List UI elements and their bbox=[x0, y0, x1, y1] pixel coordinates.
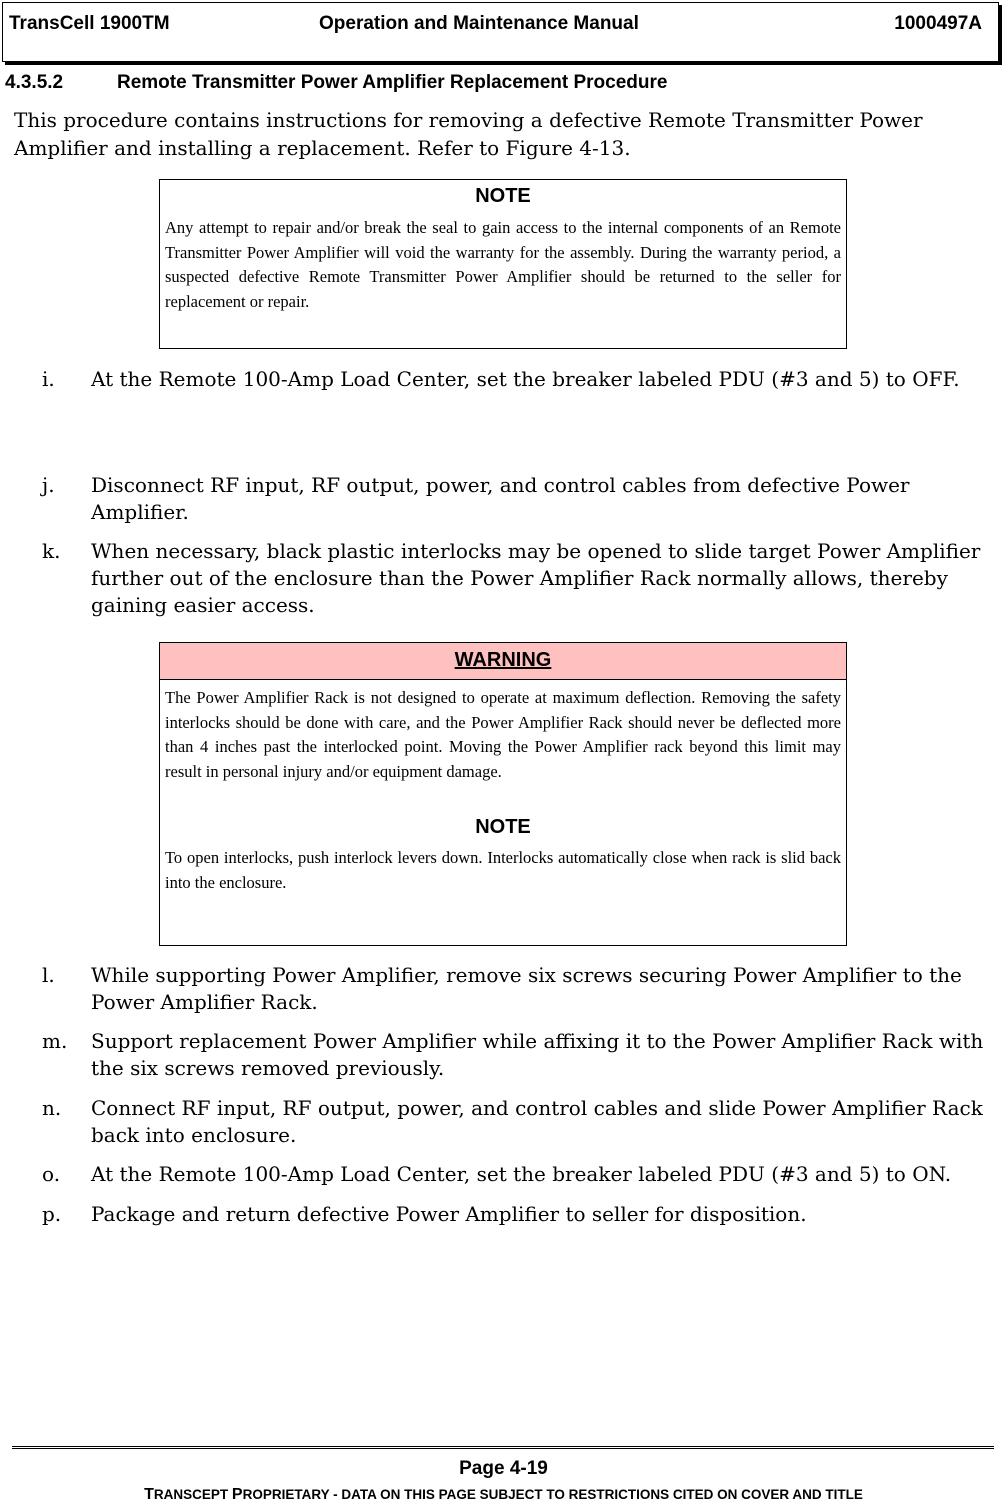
step-letter: l. bbox=[42, 963, 55, 987]
step-letter: k. bbox=[42, 539, 61, 563]
interlock-note-text: To open interlocks, push interlock levers down. Interlocks automatically close when rack is slid back into the enclosure. bbox=[165, 848, 841, 892]
warning-box bbox=[159, 642, 847, 946]
step-n bbox=[42, 1095, 992, 1149]
footer-divider bbox=[12, 1446, 994, 1449]
step-m bbox=[42, 1028, 992, 1082]
step-letter: n. bbox=[42, 1096, 62, 1120]
step-text: While supporting Power Amplifier, remove six screws securing Power Amplifier to the Power Amplifier Rack. bbox=[91, 963, 962, 1014]
step-text: Support replacement Power Amplifier while affixing it to the Power Amplifier Rack with the six screws removed previously. bbox=[91, 1029, 984, 1080]
step-text: At the Remote 100-Amp Load Center, set the breaker labeled PDU (#3 and 5) to OFF. bbox=[91, 367, 960, 391]
header-product: TransCell 1900TM bbox=[9, 13, 170, 34]
intro-paragraph: This procedure contains instructions for removing a defective Remote Transmitter Power Amplifier and installing a replacement. Refer to Figure 4-13. bbox=[14, 108, 923, 160]
step-letter: j. bbox=[42, 473, 55, 497]
step-l bbox=[42, 962, 992, 1016]
warning-title: WARNING bbox=[160, 643, 846, 680]
step-o bbox=[42, 1161, 992, 1188]
prop-initial-t: T bbox=[144, 1486, 154, 1503]
step-letter: o. bbox=[42, 1162, 61, 1186]
step-text: At the Remote 100-Amp Load Center, set the breaker labeled PDU (#3 and 5) to ON. bbox=[91, 1162, 952, 1186]
interlock-note-title: NOTE bbox=[475, 816, 531, 838]
section-number: 4.3.5.2 bbox=[5, 72, 64, 93]
step-text: Package and return defective Power Amplifier to seller for disposition. bbox=[91, 1202, 807, 1226]
step-text: When necessary, black plastic interlocks may be opened to slide target Power Amplifier further out of the enclosure than the Power Amplifier Rack normally allows, thereby gaining easier access. bbox=[91, 539, 981, 617]
step-text: Disconnect RF input, RF output, power, and control cables from defective Power Amplifier. bbox=[91, 473, 910, 524]
note-title: NOTE bbox=[475, 185, 531, 207]
note-box bbox=[159, 179, 847, 349]
step-k bbox=[42, 538, 992, 619]
step-letter: p. bbox=[42, 1202, 62, 1226]
step-text: Connect RF input, RF output, power, and control cables and slide Power Amplifier Rack back into enclosure. bbox=[91, 1096, 983, 1147]
warning-text: The Power Amplifier Rack is not designed to operate at maximum deflection. Removing the safety interlocks should be done with care, and the Power Amplifier Rack should never be deflected more than 4 inches past the interlocked point. Moving the Power Amplifier rack beyond this limit may result in personal injury and/or equipment damage. bbox=[165, 688, 841, 781]
step-j bbox=[42, 472, 992, 526]
step-letter: m. bbox=[42, 1029, 68, 1053]
proprietary-notice bbox=[0, 1486, 1007, 1504]
page-header bbox=[2, 2, 999, 62]
prop-part-1: RANSCEPT bbox=[153, 1487, 232, 1502]
prop-initial-p: P bbox=[231, 1486, 243, 1503]
header-doc-number: 1000497A bbox=[894, 13, 982, 34]
prop-part-2: ROPRIETARY - DATA ON THIS PAGE SUBJECT TO RESTRICTIONS CITED ON COVER AND TITLE bbox=[242, 1487, 863, 1502]
page-number: Page 4-19 bbox=[459, 1458, 548, 1479]
header-manual-title: Operation and Maintenance Manual bbox=[319, 13, 639, 34]
section-title: Remote Transmitter Power Amplifier Replacement Procedure bbox=[117, 72, 668, 93]
step-p bbox=[42, 1201, 992, 1228]
section-heading bbox=[5, 72, 667, 94]
note-text: Any attempt to repair and/or break the seal to gain access to the internal components of an Remote Transmitter Power Amplifier will void the warranty for the assembly. During the warranty period, a suspected defective Remote Transmitter Power Amplifier should be returned to the seller for replacement or repair. bbox=[165, 218, 841, 311]
step-letter: i. bbox=[42, 367, 55, 391]
step-i bbox=[42, 366, 992, 393]
